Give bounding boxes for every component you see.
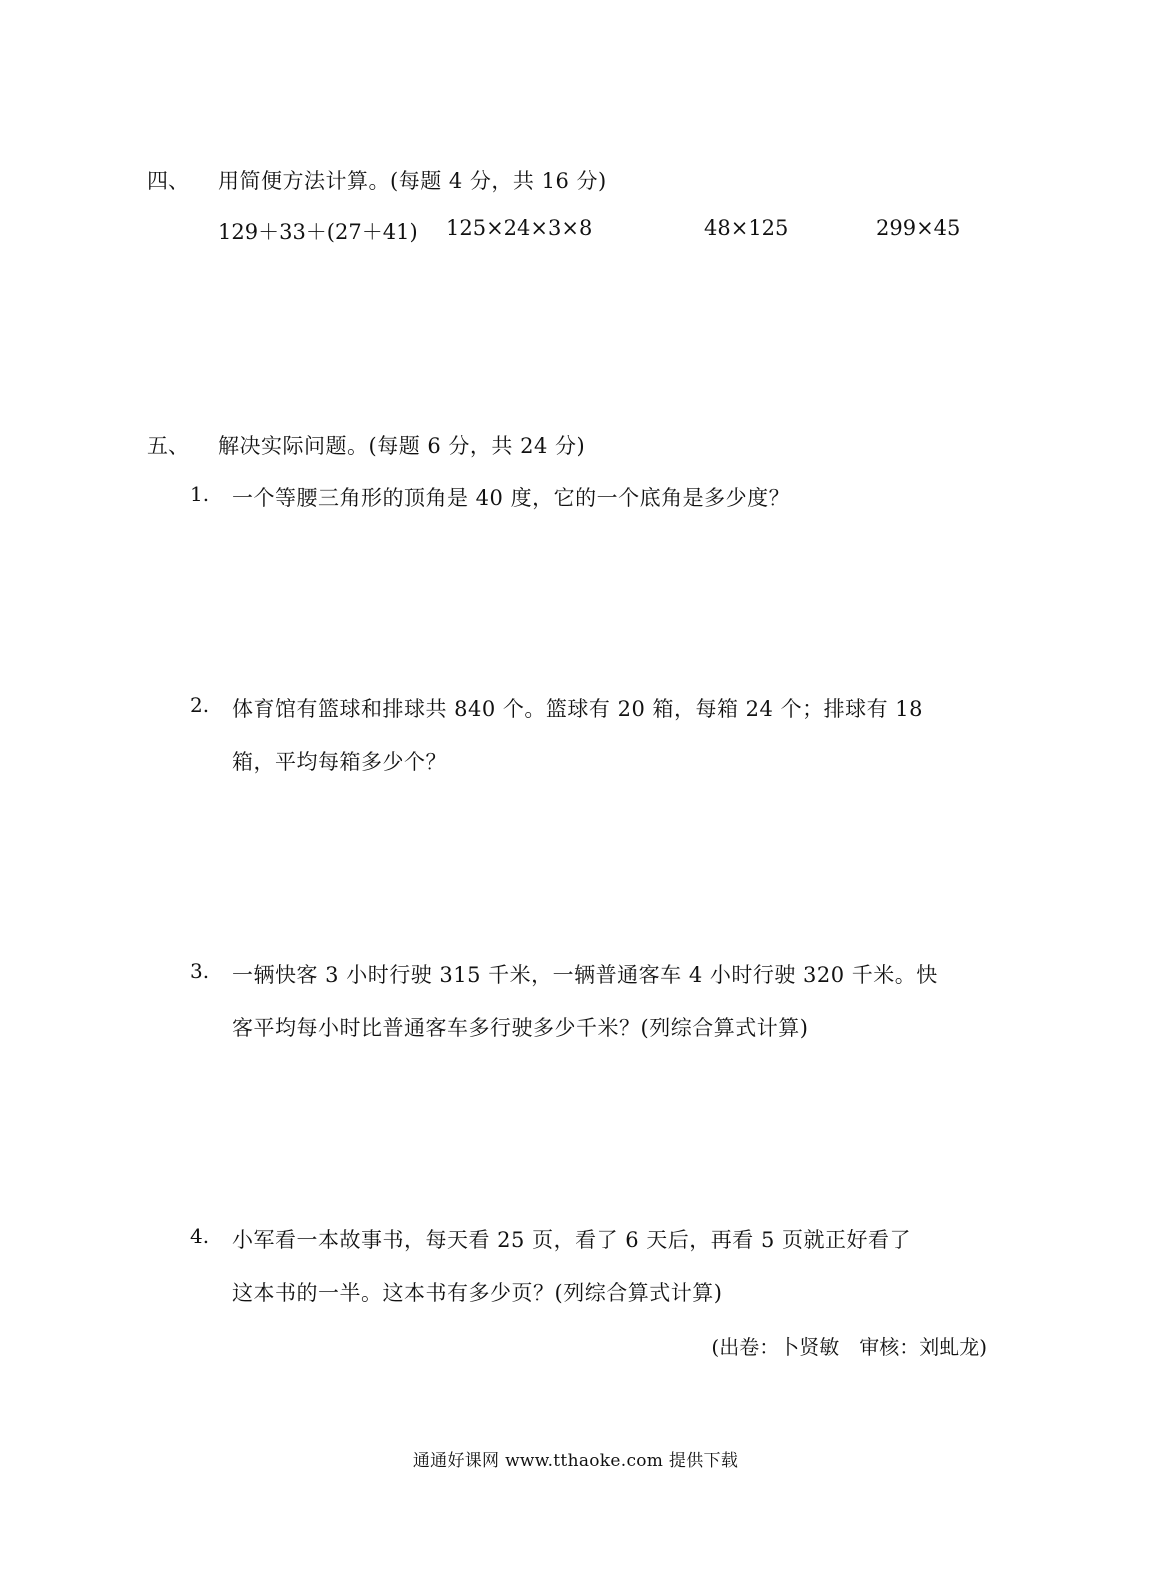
question-3-line-2: 客平均每小时比普通客车多行驶多少千米？(列综合算式计算) [232, 1016, 809, 1040]
question-3-line-1: 一辆快客 3 小时行驶 315 千米，一辆普通客车 4 小时行驶 320 千米。快 [232, 963, 938, 987]
question-1-line-1: 一个等腰三角形的顶角是 40 度，它的一个底角是多少度？ [232, 486, 791, 510]
expression-4: 299×45 [876, 216, 961, 240]
question-3-number: 3. [190, 959, 210, 983]
question-1-number: 1. [190, 482, 210, 506]
question-2-line-2: 箱，平均每箱多少个？ [232, 750, 447, 774]
question-2-number: 2. [190, 693, 210, 717]
question-4-line-2: 这本书的一半。这本书有多少页？(列综合算式计算) [232, 1281, 723, 1305]
section-5-number: 五、 [147, 434, 189, 458]
question-2-line-1: 体育馆有篮球和排球共 840 个。篮球有 20 箱，每箱 24 个；排球有 18 [232, 697, 923, 721]
expression-3: 48×125 [704, 216, 789, 240]
expression-2: 125×24×3×8 [446, 216, 593, 240]
section-4-title: 用简便方法计算。(每题 4 分，共 16 分) [218, 169, 607, 193]
exam-credit: (出卷：卜贤敏 审核：刘虬龙) [711, 1335, 987, 1359]
section-4-number: 四、 [147, 169, 189, 193]
question-4-number: 4. [190, 1224, 210, 1248]
question-4-line-1: 小军看一本故事书，每天看 25 页，看了 6 天后，再看 5 页就正好看了 [232, 1228, 911, 1252]
section-5-title: 解决实际问题。(每题 6 分，共 24 分) [218, 434, 586, 458]
expression-1: 129＋33＋(27＋41) [218, 220, 418, 244]
footer-source: 通通好课网 www.tthaoke.com 提供下载 [412, 1451, 739, 1471]
